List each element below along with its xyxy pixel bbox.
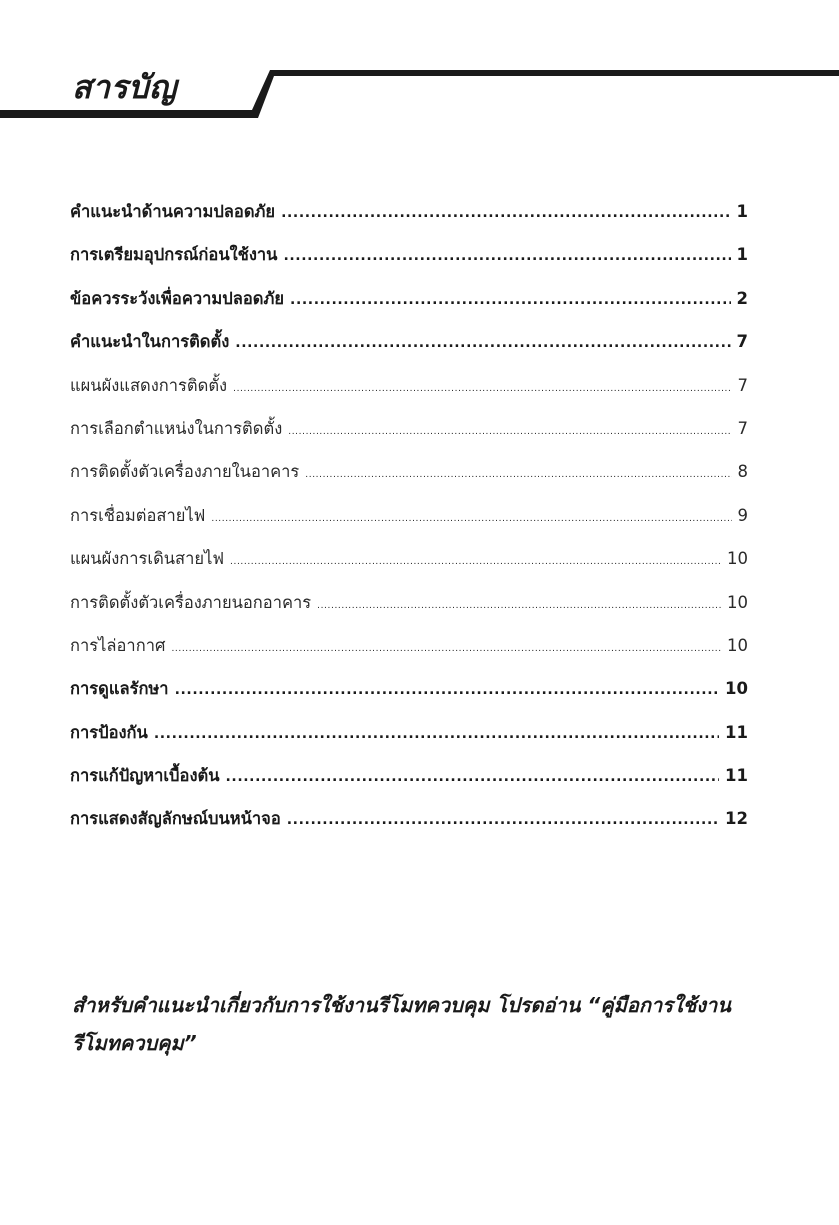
toc-entry-safety-advice[interactable] bbox=[70, 190, 748, 233]
remote-manual-note: สำหรับคำแนะนำเกี่ยวกับการใช้งานรีโมทควบคุม โปรดอ่าน “คู่มือการใช้งานรีโมทควบคุม” bbox=[72, 993, 731, 1055]
toc-dot-leader bbox=[154, 713, 719, 756]
toc-dot-leader bbox=[175, 669, 719, 712]
toc-entry-page: 10 bbox=[727, 635, 748, 655]
toc-entry-title: การเลือกตำแหน่งในการติดตั้ง bbox=[70, 418, 283, 438]
page-title: สารบัญ bbox=[72, 68, 177, 106]
toc-entry-title: การดูแลรักษา bbox=[70, 679, 169, 699]
table-of-contents bbox=[70, 190, 748, 841]
toc-entry-title: การติดตั้งตัวเครื่องภายนอกอาคาร bbox=[70, 592, 312, 612]
toc-entry-display-symbols[interactable] bbox=[70, 797, 748, 840]
toc-entry-title: การไล่อากาศ bbox=[70, 635, 166, 655]
page-header bbox=[0, 0, 839, 130]
toc-entry-page: 7 bbox=[736, 332, 748, 352]
toc-entry-title: ข้อควรระวังเพื่อความปลอดภัย bbox=[70, 288, 285, 308]
toc-dot-leader bbox=[233, 368, 731, 411]
toc-entry-title: การแก้ปัญหาเบื้องต้น bbox=[70, 766, 220, 786]
toc-dot-leader bbox=[283, 235, 730, 278]
toc-entry-page: 10 bbox=[725, 679, 748, 699]
toc-entry-installation-diagram[interactable] bbox=[70, 364, 748, 407]
toc-entry-title: การเชื่อมต่อสายไฟ bbox=[70, 505, 206, 525]
toc-entry-title: แผนผังแสดงการติดตั้ง bbox=[70, 375, 228, 395]
toc-entry-page: 9 bbox=[737, 505, 748, 525]
toc-entry-wiring-diagram[interactable] bbox=[70, 537, 748, 580]
toc-entry-air-purging[interactable] bbox=[70, 624, 748, 667]
toc-entry-title: การติดตั้งตัวเครื่องภายในอาคาร bbox=[70, 462, 300, 482]
toc-entry-page: 11 bbox=[725, 766, 748, 786]
toc-dot-leader bbox=[281, 192, 730, 235]
toc-entry-page: 1 bbox=[736, 245, 748, 265]
toc-entry-page: 7 bbox=[737, 375, 748, 395]
toc-entry-page: 2 bbox=[736, 288, 748, 308]
toc-entry-title: แผนผังการเดินสายไฟ bbox=[70, 549, 225, 569]
toc-dot-leader bbox=[235, 322, 730, 365]
toc-entry-indoor-unit-installation[interactable] bbox=[70, 450, 748, 493]
toc-entry-page: 7 bbox=[737, 418, 748, 438]
toc-entry-wiring-connection[interactable] bbox=[70, 494, 748, 537]
toc-entry-troubleshooting[interactable] bbox=[70, 754, 748, 797]
toc-entry-safety-precautions[interactable] bbox=[70, 277, 748, 320]
toc-dot-leader bbox=[211, 498, 731, 541]
toc-entry-title: คำแนะนำด้านความปลอดภัย bbox=[70, 202, 276, 221]
toc-dot-leader bbox=[230, 541, 721, 584]
toc-dot-leader bbox=[287, 799, 719, 842]
toc-entry-maintenance[interactable] bbox=[70, 667, 748, 710]
toc-entry-page: 10 bbox=[727, 592, 748, 612]
toc-entry-outdoor-unit-installation[interactable] bbox=[70, 581, 748, 624]
toc-dot-leader bbox=[317, 585, 721, 628]
toc-entry-page: 12 bbox=[725, 809, 748, 829]
toc-entry-page: 1 bbox=[736, 202, 748, 221]
toc-entry-installation-advice[interactable] bbox=[70, 320, 748, 363]
toc-dot-leader bbox=[288, 411, 731, 454]
toc-dot-leader bbox=[226, 756, 720, 799]
toc-dot-leader bbox=[290, 279, 730, 322]
toc-dot-leader bbox=[305, 454, 731, 497]
toc-entry-title: การแสดงสัญลักษณ์บนหน้าจอ bbox=[70, 809, 281, 829]
toc-entry-title: การป้องกัน bbox=[70, 722, 148, 742]
toc-entry-protection[interactable] bbox=[70, 711, 748, 754]
toc-entry-location-selection[interactable] bbox=[70, 407, 748, 450]
toc-entry-page: 10 bbox=[727, 549, 748, 569]
toc-entry-title: คำแนะนำในการติดตั้ง bbox=[70, 332, 230, 352]
toc-entry-preparation[interactable] bbox=[70, 233, 748, 276]
toc-entry-title: การเตรียมอุปกรณ์ก่อนใช้งาน bbox=[70, 245, 278, 265]
toc-entry-page: 11 bbox=[725, 722, 748, 742]
toc-entry-page: 8 bbox=[737, 462, 748, 482]
toc-dot-leader bbox=[171, 628, 721, 671]
